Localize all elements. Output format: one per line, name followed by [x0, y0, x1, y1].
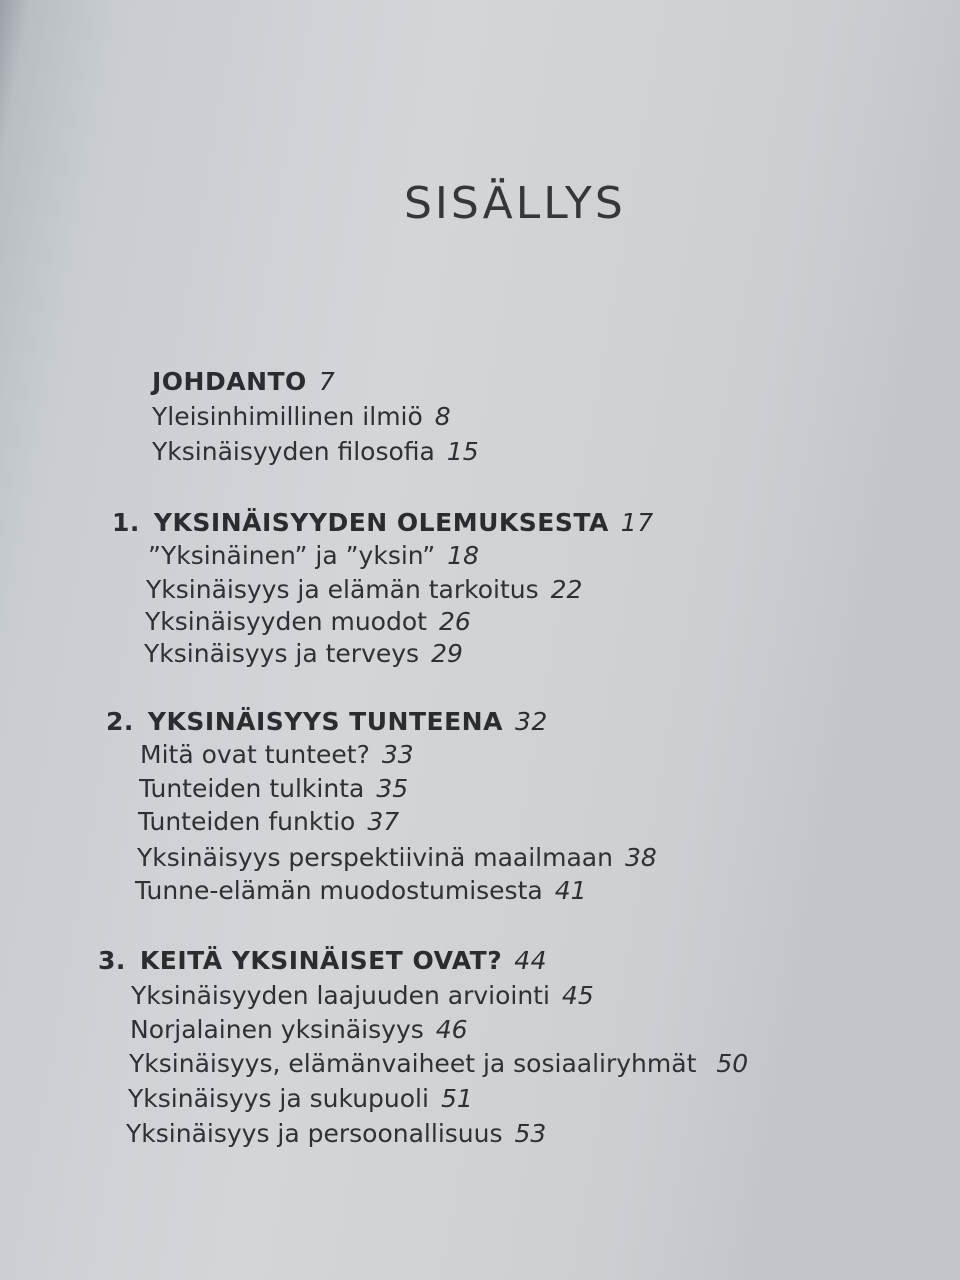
chapter-number: 2.: [106, 707, 134, 736]
toc-heading: [152, 366, 335, 398]
toc-heading-label: KEITÄ YKSINÄISET OVAT?: [139, 946, 503, 975]
toc-entry: [145, 606, 471, 638]
toc-entry-label: Tunteiden funktio: [138, 807, 356, 836]
toc-heading: [106, 706, 548, 738]
toc-entry: [131, 980, 594, 1012]
toc-entry-label: Yksinäisyys perspektiivinä maailmaan: [137, 843, 613, 872]
toc-entry-label: Yksinäisyyden laajuuden arviointi: [131, 981, 550, 1010]
toc-entry-label: Yleisinhimillinen ilmiö: [152, 402, 423, 431]
toc-entry-label: Tunne-elämän muodostumisesta: [135, 876, 543, 905]
toc-page-number: 29: [431, 639, 463, 668]
toc-entry: [146, 574, 582, 606]
toc-heading-label: YKSINÄISYYS TUNTEENA: [147, 707, 503, 736]
toc-entry-label: Tunteiden tulkinta: [139, 774, 365, 803]
toc-entry: [152, 436, 479, 468]
toc-page-number: 44: [514, 946, 548, 975]
toc-entry: [128, 1083, 473, 1115]
toc-heading-label: JOHDANTO: [152, 367, 307, 396]
toc-page-number: 51: [440, 1084, 473, 1113]
toc-page-number: 15: [446, 437, 479, 466]
toc-heading-label: YKSINÄISYYDEN OLEMUKSESTA: [153, 508, 609, 537]
chapter-number: 3.: [98, 946, 126, 975]
toc-entry-label: Yksinäisyyden filosofia: [152, 437, 435, 466]
toc-entry: [152, 401, 451, 433]
toc-page-number: 33: [381, 740, 414, 769]
toc-page-number: 26: [438, 607, 471, 636]
toc-entry-label: Yksinäisyys ja sukupuoli: [128, 1084, 429, 1113]
toc-page-number: 17: [620, 508, 654, 537]
toc-heading: [98, 945, 547, 977]
toc-page-number: 37: [367, 807, 400, 836]
toc-page-number: 35: [376, 774, 409, 803]
toc-entry: [138, 806, 399, 838]
toc-entry-label: ”Yksinäinen” ja ”yksin”: [148, 541, 436, 570]
toc-entry: [126, 1118, 546, 1150]
toc-entry: [139, 773, 408, 805]
toc-page-number: 18: [447, 541, 480, 570]
toc-page-number: 38: [624, 843, 657, 872]
toc-entry: [135, 875, 587, 907]
toc-page-number: 45: [561, 981, 594, 1010]
toc-page-number: 41: [554, 876, 587, 905]
toc-heading: [112, 507, 654, 539]
toc-entry-label: Yksinäisyys, elämänvaiheet ja sosiaaliryhmät: [129, 1049, 697, 1078]
page-title: SISÄLLYS: [404, 178, 626, 229]
toc-entry-label: Yksinäisyys ja persoonallisuus: [126, 1119, 503, 1148]
toc-page-number: 8: [434, 402, 451, 431]
toc-page-number: 50: [716, 1049, 749, 1078]
toc-entry-label: Yksinäisyys ja elämän tarkoitus: [146, 575, 539, 604]
chapter-number: 1.: [112, 508, 140, 537]
toc-page-number: 46: [435, 1015, 468, 1044]
toc-page-number: 32: [514, 707, 548, 736]
toc-entry-label: Mitä ovat tunteet?: [140, 740, 370, 769]
toc-page-number: 53: [514, 1119, 547, 1148]
toc-entry: [148, 540, 479, 572]
toc-entry-label: Yksinäisyys ja terveys: [144, 639, 420, 668]
toc-entry: [137, 842, 657, 874]
toc-entry: [129, 1048, 748, 1080]
toc-entry: [130, 1014, 468, 1046]
toc-page-number: 7: [318, 367, 336, 396]
toc-entry-label: Norjalainen yksinäisyys: [130, 1015, 424, 1044]
toc-page-number: 22: [550, 575, 583, 604]
toc-entry: [140, 739, 414, 771]
toc-entry-label: Yksinäisyyden muodot: [145, 607, 427, 636]
toc-entry: [144, 638, 463, 670]
